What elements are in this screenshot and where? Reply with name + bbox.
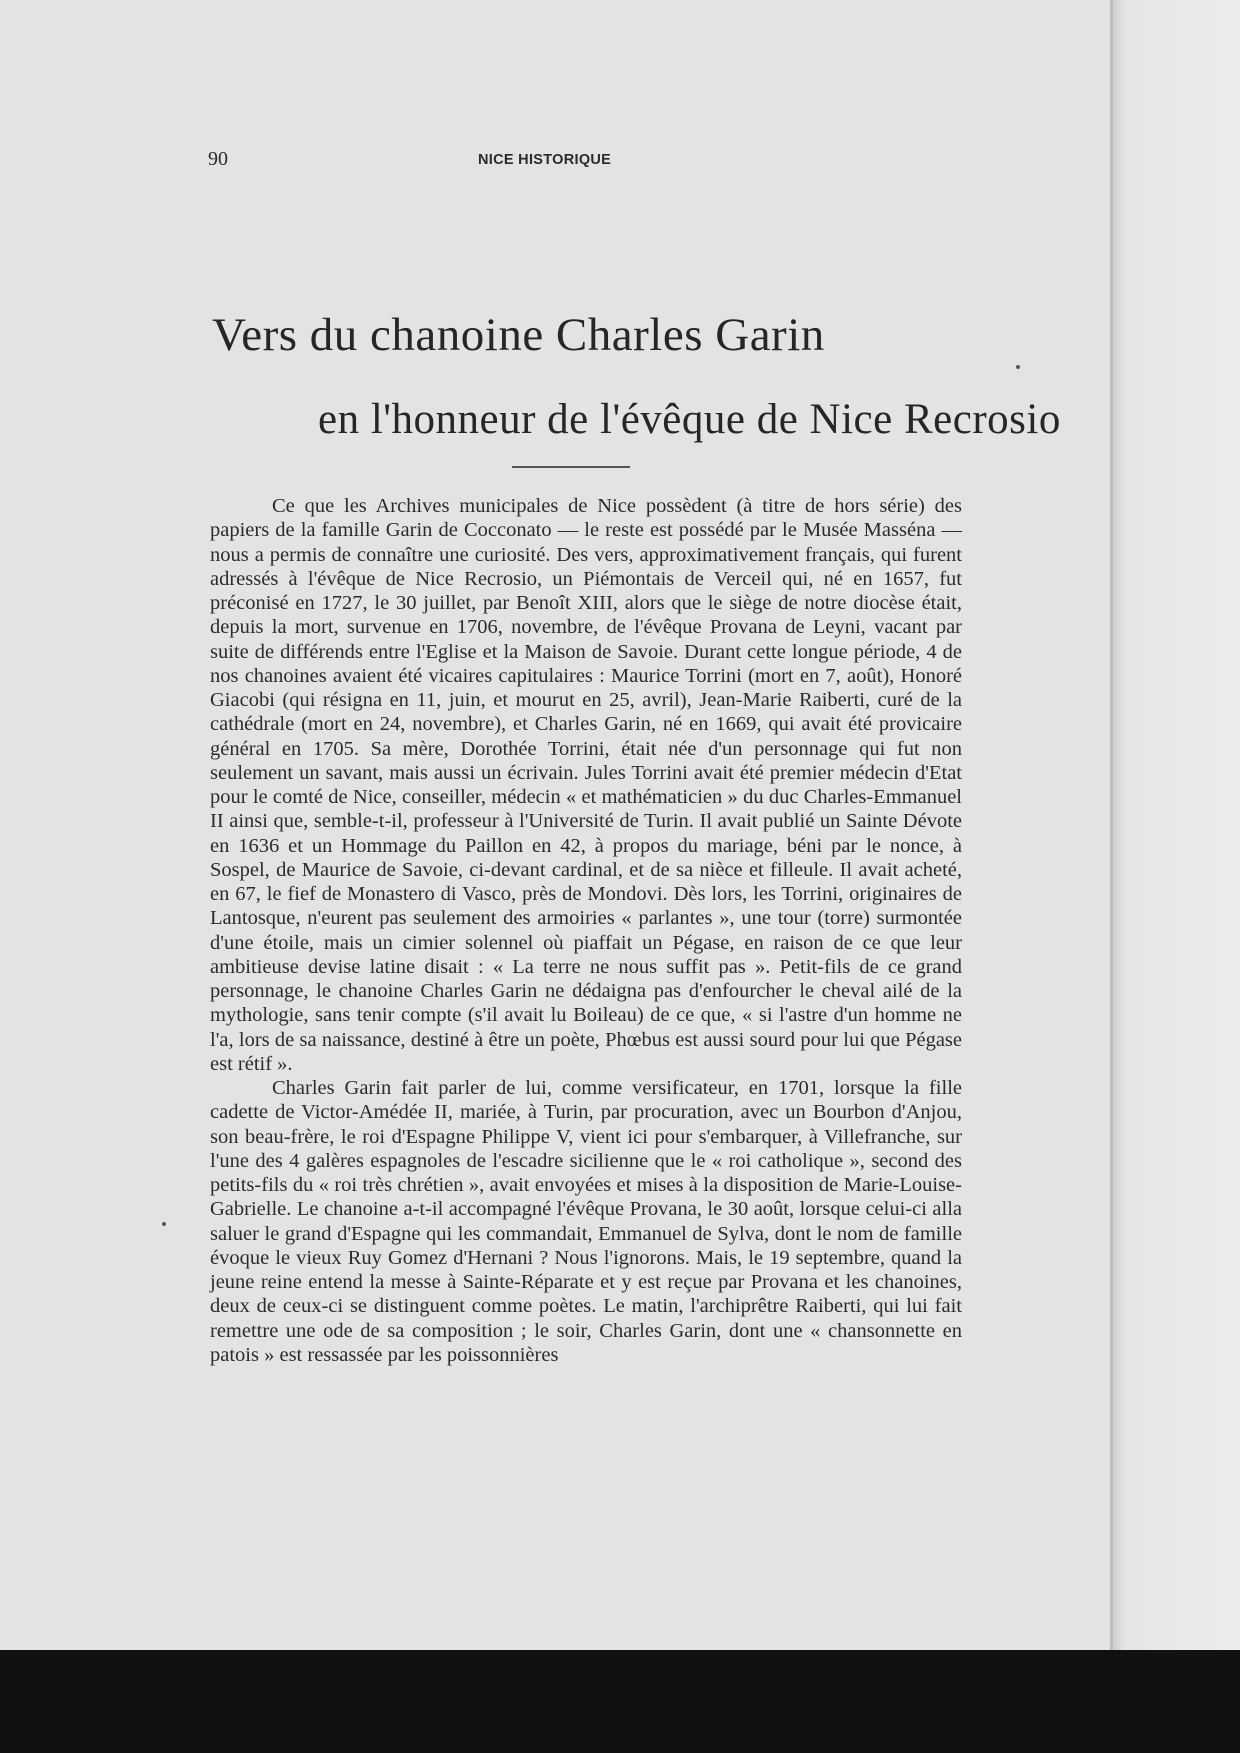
binding-fold <box>1110 0 1113 1650</box>
stray-ink-mark <box>1016 365 1020 369</box>
scan-bottom-border <box>0 1650 1240 1753</box>
running-title: NICE HISTORIQUE <box>478 152 612 168</box>
article-title-line-1: Vers du chanoine Charles Garin <box>212 309 825 361</box>
body-paragraph-1: Ce que les Archives municipales de Nice possèdent (à titre de hors série) des papiers de la famille Garin de Cocconato — le reste est possédé par le Musée Masséna — nous a permis de connaître une curiosité. Des vers, approximativement français, qui furent adressés à l'évêque de Nice Recrosio, un Piémontais de Verceil qui, né en 1657, fut préconisé en 1727, le 30 juillet, par Benoît XIII, alors que le siège de notre diocèse était, depuis la mort, survenue en 1706, novembre, de l'évêque Provana de Leyni, vacant par suite de différends entre l'Eglise et la Maison de Savoie. Durant cette longue période, 4 de nos chanoines avaient été vicaires capitulaires : Maurice Torrini (mort en 7, août), Honoré Giacobi (qui résigna en 11, juin, et mourut en 25, avril), Jean-Marie Raiberti, curé de la cathédrale (mort en 24, novembre), et Charles Garin, né en 1669, qui avait été provicaire général en 1705. Sa mère, Dorothée Torrini, était née d'un personnage qui fut non seulement un savant, mais aussi un écrivain. Jules Torrini avait été premier médecin d'Etat pour le comté de Nice, conseiller, médecin « et mathématicien » du duc Charles-Emmanuel II ainsi que, semble-t-il, professeur à l'Université de Turin. Il avait publié un Sainte Dévote en 1636 et un Hommage du Paillon en 42, à propos du mariage, béni par le nonce, à Sospel, de Maurice de Savoie, ci-devant cardinal, et de sa nièce et filleule. Il avait acheté, en 67, le fief de Monastero di Vasco, près de Mondovi. Dès lors, les Torrini, originaires de Lantosque, n'eurent pas seulement des armoiries « parlantes », une tour (torre) surmontée d'une étoile, mais un cimier solennel où piaffait un Pégase, en raison de ce que leur ambitieuse devise latine disait : « La terre ne nous suffit pas ». Petit-fils de ce grand personnage, le chanoine Charles Garin ne dédaigna pas d'enfourcher le cheval ailé de la mythologie, sans tenir compte (s'il avait lu Boileau) de ce que, « si l'astre d'un homme ne l'a, lors de sa naissance, destiné à être un poète, Phœbus est aussi sourd pour lui que Pégase est rétif ». <box>210 495 962 1075</box>
article-body <box>210 494 962 1367</box>
page-number: 90 <box>208 148 228 170</box>
stray-ink-mark <box>162 1222 166 1226</box>
page-gutter <box>1112 0 1240 1650</box>
article-title-line-2: en l'honneur de l'évêque de Nice Recrosio <box>318 396 1061 443</box>
title-separator-rule <box>512 466 630 468</box>
body-paragraph-2: Charles Garin fait parler de lui, comme versificateur, en 1701, lorsque la fille cadette de Victor-Amédée II, mariée, à Turin, par procuration, avec un Bourbon d'Anjou, son beau-frère, le roi d'Espagne Philippe V, vient ici pour s'embarquer, à Villefranche, sur l'une des 4 galères espagnoles de l'escadre sicilienne que le « roi catholique », second des petits-fils du « roi très chrétien », avait envoyées et mises à la disposition de Marie-Louise-Gabrielle. Le chanoine a-t-il accompagné l'évêque Provana, le 30 août, lorsque celui-ci alla saluer le grand d'Espagne qui les commandait, Emmanuel de Sylva, dont le nom de famille évoque le vieux Ruy Gomez d'Hernani ? Nous l'ignorons. Mais, le 19 septembre, quand la jeune reine entend la messe à Sainte-Réparate et y est reçue par Provana et les chanoines, deux de ceux-ci se distinguent comme poètes. Le matin, l'archiprêtre Raiberti, qui lui fait remettre une ode de sa composition ; le soir, Charles Garin, dont une « chansonnette en patois » est ressassée par les poissonnières <box>210 1077 962 1366</box>
